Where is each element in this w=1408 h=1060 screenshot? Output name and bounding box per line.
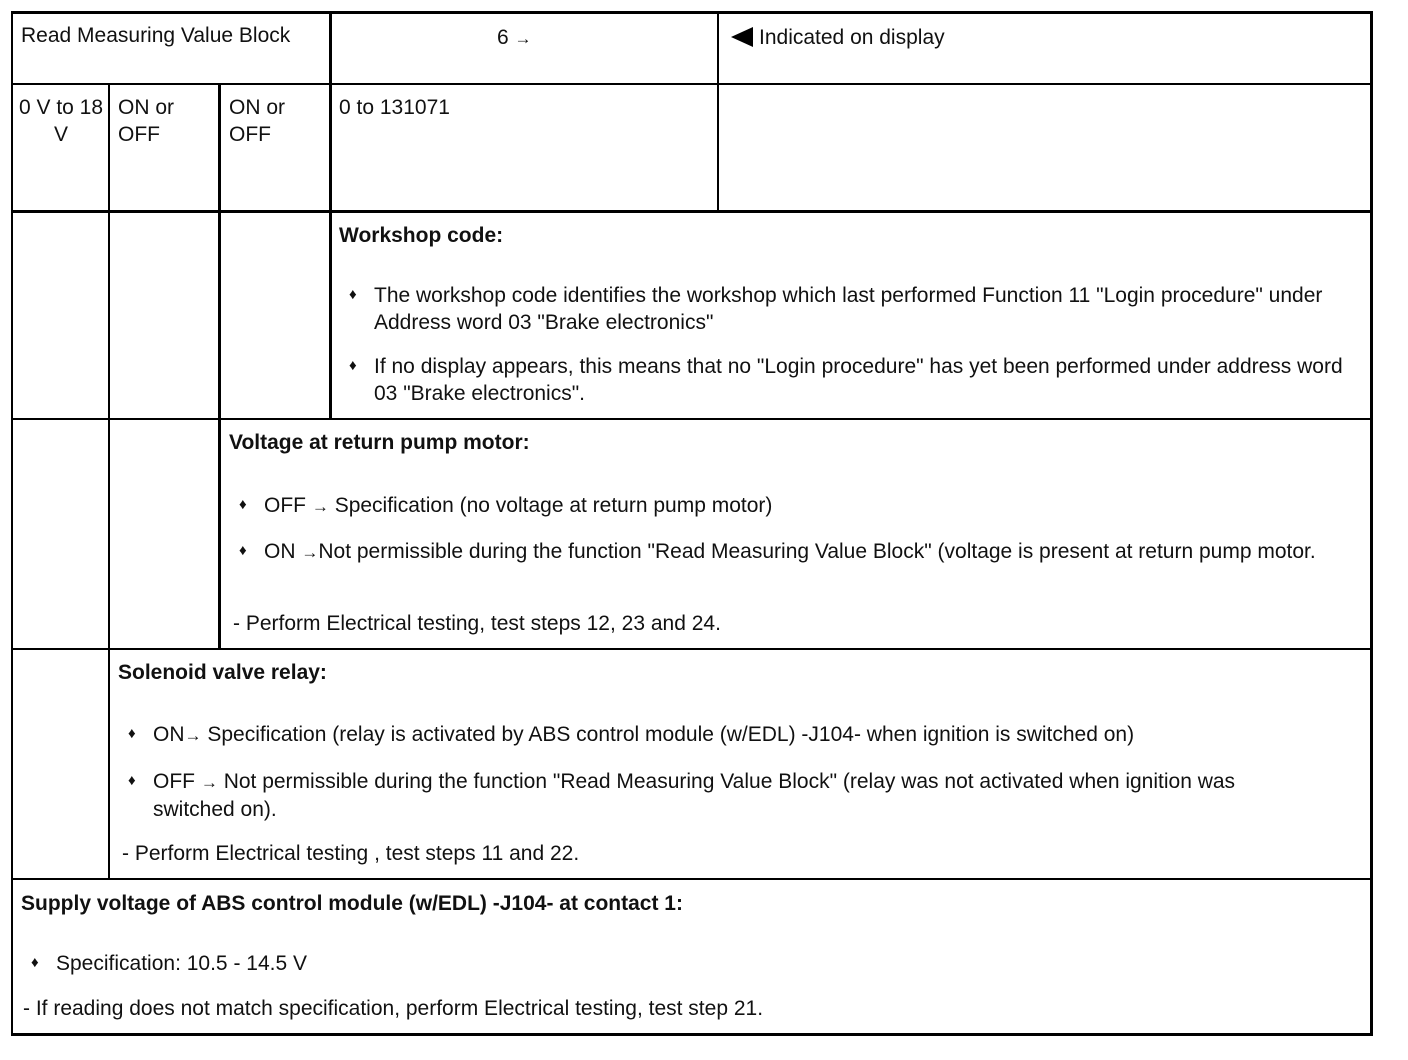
relay-off-value: OFF — [153, 770, 195, 793]
row-divider — [11, 418, 1373, 420]
bullet-icon: ♦ — [128, 772, 136, 789]
arrow-right-icon: → — [301, 543, 319, 562]
table-border-top — [11, 11, 1373, 14]
supply-voltage-title: Supply voltage of ABS control module (w/EDL) -J104- at contact 1: — [21, 892, 683, 915]
relay-off-text: Not permissible during the function "Read Measuring Value Block" (relay was not activated when ignition was switched on). — [153, 770, 1236, 821]
triangle-left-icon — [731, 27, 753, 47]
column-divider — [108, 83, 110, 880]
display-field-2: ON or OFF — [118, 96, 175, 146]
display-field-4: 0 to 131071 — [339, 96, 450, 119]
display-field-3: ON or OFF — [229, 96, 286, 146]
column-divider — [717, 11, 719, 213]
solenoid-relay-test-step: - Perform Electrical testing , test steps 11 and 22. — [122, 842, 580, 865]
display-field-1: 0 V to 18 V — [18, 96, 104, 146]
arrow-right-icon: → — [311, 497, 329, 516]
pump-on-value: ON — [264, 540, 296, 563]
indicated-on-display-label — [731, 24, 945, 51]
bullet-icon: ♦ — [349, 286, 357, 303]
pump-off-text: Specification (no voltage at return pump motor) — [334, 494, 773, 517]
pump-off-value: OFF — [264, 494, 306, 517]
supply-voltage-bullet-1: Specification: 10.5 - 14.5 V — [56, 952, 307, 975]
display-group-value: 6 — [497, 26, 509, 49]
return-pump-bullet-2 — [264, 538, 1364, 566]
row-divider — [11, 83, 1373, 85]
workshop-code-title: Workshop code: — [339, 224, 504, 247]
solenoid-relay-bullet-2 — [153, 768, 1303, 823]
bullet-icon: ♦ — [239, 496, 247, 513]
bullet-icon: ♦ — [349, 357, 357, 374]
row-divider — [11, 648, 1373, 650]
relay-on-value: ON — [153, 723, 185, 746]
solenoid-relay-title: Solenoid valve relay: — [118, 661, 327, 684]
workshop-code-bullet-1: The workshop code identifies the workshop which last performed Function 11 "Login procedure" under Address word 03 "Brake electronics" — [374, 284, 1323, 334]
relay-on-text: Specification (relay is activated by ABS control module (w/EDL) -J104- when ignition is switched on) — [207, 723, 1135, 746]
display-group-number — [497, 24, 532, 52]
column-divider — [329, 11, 332, 420]
solenoid-relay-bullet-1 — [153, 721, 1134, 749]
row-divider — [11, 210, 1373, 213]
bullet-icon: ♦ — [31, 954, 39, 971]
return-pump-title: Voltage at return pump motor: — [229, 431, 530, 454]
column-divider — [218, 83, 221, 650]
indicated-on-display-text: Indicated on display — [759, 26, 945, 49]
supply-voltage-test-step: - If reading does not match specification, perform Electrical testing, test step 21. — [23, 997, 764, 1020]
arrow-right-icon: → — [200, 773, 218, 792]
table-border-left — [11, 11, 13, 1036]
table-border-bottom — [11, 1033, 1373, 1036]
arrow-right-icon: → — [184, 726, 202, 745]
function-label: Read Measuring Value Block — [21, 24, 291, 47]
bullet-icon: ♦ — [239, 542, 247, 559]
return-pump-test-step: - Perform Electrical testing, test steps 12, 23 and 24. — [233, 612, 721, 635]
workshop-code-bullet-2: If no display appears, this means that no "Login procedure" has yet been performed under address word 03 "Brake electronics". — [374, 355, 1343, 405]
arrow-right-icon: → — [514, 29, 532, 48]
row-divider — [11, 878, 1373, 880]
pump-on-text: Not permissible during the function "Read Measuring Value Block" (voltage is present at return pump motor. — [318, 540, 1316, 563]
bullet-icon: ♦ — [128, 725, 136, 742]
return-pump-bullet-1 — [264, 492, 772, 520]
table-border-right — [1370, 11, 1373, 1036]
